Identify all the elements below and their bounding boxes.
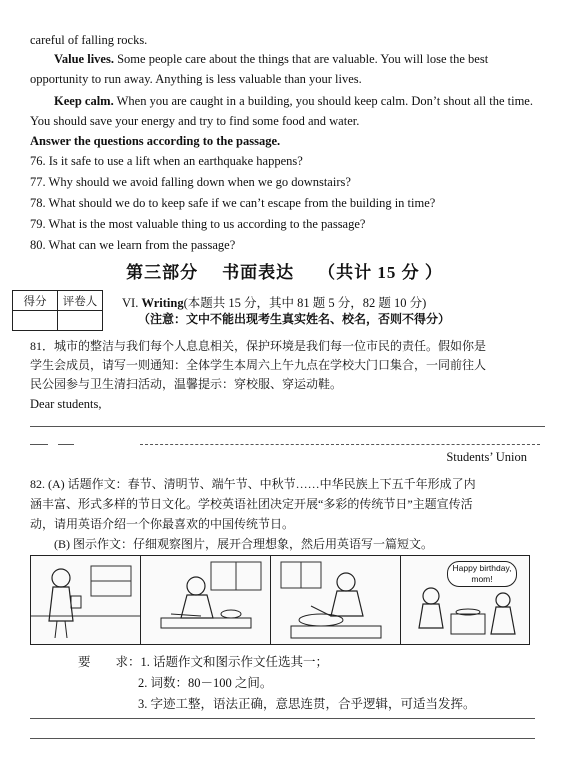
section-title-part: 第三部分 (126, 263, 199, 282)
girl-cooking-illustration (271, 556, 401, 644)
grade-table (12, 290, 103, 331)
question-77: 77. Why should we avoid falling down when we go downstairs? (30, 175, 351, 189)
writing-heading-num: VI. (122, 296, 142, 310)
comic-panel-4 (401, 556, 531, 644)
q81-line-2: 学生会成员，请写一则通知：全体学生本周六上午九点在学校大门口集合，一同前往人 (30, 358, 487, 372)
section-title (0, 258, 569, 283)
top-line: careful of falling rocks. (30, 33, 148, 47)
q82-line-2: 涵丰富、形式多样的节日文化。学校英语社团决定开展“多彩的传统节日”主题宣传活 (30, 497, 473, 511)
para-keep-body: When you are caught in a building, you should keep calm. Don’t shout all the time. You should save your energy and try to find some food and water. (30, 94, 533, 128)
q81-line-1: 81．城市的整洁与我们每个人息息相关，保护环境是我们每一位市民的责任。假如你是 (30, 339, 487, 353)
para-value-lives (30, 49, 535, 89)
section-title-score: （共计 15 分 ） (318, 263, 443, 282)
requirement-2: 2. 词数：80－100 之间。 (138, 676, 273, 690)
q82-b-instruction: (B) 图示作文：仔细观察图片，展开合理想象，然后用英语写一篇短文。 (54, 537, 433, 551)
para-keep-title: Keep calm. (54, 94, 114, 108)
question-78: 78. What should we do to keep safe if we can’t escape from the building in time? (30, 196, 436, 210)
picture-comic-strip (30, 555, 530, 645)
comic-panel-3 (271, 556, 401, 644)
requirement-1-text: 1. 话题作文和图示作文任选其一； (140, 655, 329, 669)
para-value-title: Value lives. (54, 52, 114, 66)
comic-panel-2 (141, 556, 271, 644)
para-keep-calm (30, 91, 535, 131)
grade-score-header: 得分 (13, 291, 58, 311)
question-76: 76. Is it safe to use a lift when an earthquake happens? (30, 154, 303, 168)
requirements (78, 652, 476, 715)
comic-panel-1 (31, 556, 141, 644)
answer-line-2c[interactable] (140, 444, 540, 445)
answer-line-2b[interactable] (58, 444, 74, 445)
students-union-signoff: Students’ Union (446, 450, 527, 464)
answer-heading: Answer the questions according to the passage. (30, 134, 281, 148)
answer-line-4[interactable] (30, 738, 535, 739)
q82-line-1: 82. (A) 话题作文：春节、清明节、端午节、中秋节……中华民族上下五千年形成了内 (30, 477, 476, 491)
answer-line-2a[interactable] (30, 444, 48, 445)
para-value-body: Some people care about the things that are valuable. You will lose the best opportunity to run away. Anything is less valuable than your lives. (30, 52, 489, 86)
q81-line-3: 民公园参与卫生清扫活动，温馨提示：穿校服、穿运动鞋。 (30, 377, 343, 391)
section-title-name: 书面表达 (222, 263, 295, 282)
answer-line-3[interactable] (30, 718, 535, 719)
girl-cutting-food-illustration (141, 556, 271, 644)
writing-heading-rest: (本题共 15 分，其中 81 题 5 分，82 题 10 分) (183, 296, 427, 310)
girl-in-kitchen-illustration (31, 556, 141, 644)
grade-reviewer-header: 评卷人 (58, 291, 103, 311)
requirements-label: 要 求： (78, 655, 141, 669)
q82-line-3: 动，请用英语介绍一个你最喜欢的中国传统节日。 (30, 517, 295, 531)
requirement-3: 3. 字迹工整，语法正确，意思连贯，合乎逻辑，可适当发挥。 (138, 697, 476, 711)
question-80: 80. What can we learn from the passage? (30, 238, 236, 252)
question-79: 79. What is the most valuable thing to us according to the passage? (30, 217, 366, 231)
writing-heading-word: Writing (141, 296, 184, 310)
writing-note: （注意：文中不能出现考生真实姓名、校名，否则不得分） (138, 312, 451, 326)
requirement-1 (78, 652, 476, 673)
speech-bubble: Happy birthday, mom! (447, 561, 517, 587)
grade-score-cell[interactable] (13, 311, 58, 331)
grade-reviewer-cell[interactable] (58, 311, 103, 331)
dear-students: Dear students, (30, 397, 102, 411)
answer-line-1[interactable] (30, 426, 545, 427)
